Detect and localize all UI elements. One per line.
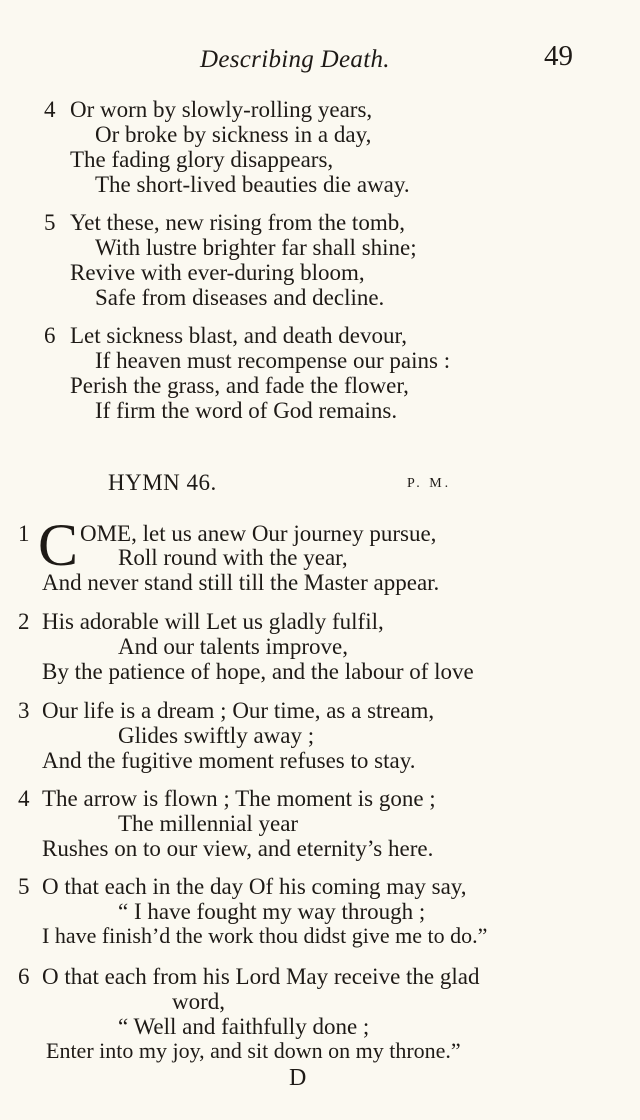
verse-line: By the patience of hope, and the labour of love: [42, 659, 474, 684]
verse-line: Safe from diseases and decline.: [95, 285, 385, 310]
stanza-number: 2: [18, 609, 30, 634]
stanza-number: 6: [18, 964, 30, 989]
verse-line: If firm the word of God remains.: [95, 398, 398, 423]
verse-line: If heaven must recompense our pains :: [95, 348, 451, 373]
drop-cap: C: [38, 512, 79, 578]
stanza-number: 5: [18, 874, 30, 899]
verse-line: OME, let us anew Our journey pursue,: [80, 521, 437, 546]
verse-line: And our talents improve,: [118, 634, 348, 659]
verse-line: The fading glory disappears,: [70, 147, 334, 172]
stanza-number: 6: [44, 323, 56, 348]
verse-line: And the fugitive moment refuses to stay.: [42, 748, 416, 773]
running-head: Describing Death.: [200, 46, 390, 73]
verse-line: The short-lived beauties die away.: [95, 172, 410, 197]
verse-line: Let sickness blast, and death devour,: [70, 323, 407, 348]
verse-line: The millennial year: [118, 811, 299, 836]
verse-line: Rushes on to our view, and eternity’s here.: [42, 836, 434, 861]
verse-line: Our life is a dream ; Our time, as a stream,: [42, 698, 435, 723]
stanza-number: 4: [44, 97, 56, 122]
page-number: 49: [544, 40, 573, 72]
verse-line: word,: [172, 989, 226, 1014]
verse-line: With lustre brighter far shall shine;: [95, 235, 417, 260]
stanza-number: 4: [18, 786, 30, 811]
verse-line: Yet these, new rising from the tomb,: [70, 210, 405, 235]
verse-line: Revive with ever-during bloom,: [70, 260, 365, 285]
verse-line: Or worn by slowly-rolling years,: [70, 97, 373, 122]
verse-line: Perish the grass, and fade the flower,: [70, 373, 409, 398]
stanza-number: 3: [18, 698, 30, 723]
hymn-meter: P. M.: [407, 476, 452, 491]
stanza-number: 1: [18, 521, 30, 546]
verse-line: The arrow is flown ; The moment is gone ;: [42, 786, 436, 811]
verse-line: “ Well and faithfully done ;: [118, 1014, 370, 1039]
verse-line: Or broke by sickness in a day,: [95, 122, 372, 147]
verse-line: His adorable will Let us gladly fulfil,: [42, 609, 384, 634]
verse-line: O that each in the day Of his coming may say,: [42, 874, 467, 899]
verse-line: Glides swiftly away ;: [118, 723, 315, 748]
verse-line: O that each from his Lord May receive the glad: [42, 964, 480, 989]
verse-line: And never stand still till the Master appear.: [42, 570, 440, 595]
verse-line: Roll round with the year,: [118, 545, 348, 570]
hymn-title: HYMN 46.: [108, 470, 217, 495]
stanza-number: 5: [44, 210, 56, 235]
verse-line: I have finish’d the work thou didst give me to do.”: [42, 923, 488, 948]
verse-line: Enter into my joy, and sit down on my throne.”: [46, 1038, 461, 1063]
signature-mark: D: [289, 1065, 307, 1091]
verse-line: “ I have fought my way through ;: [118, 899, 426, 924]
